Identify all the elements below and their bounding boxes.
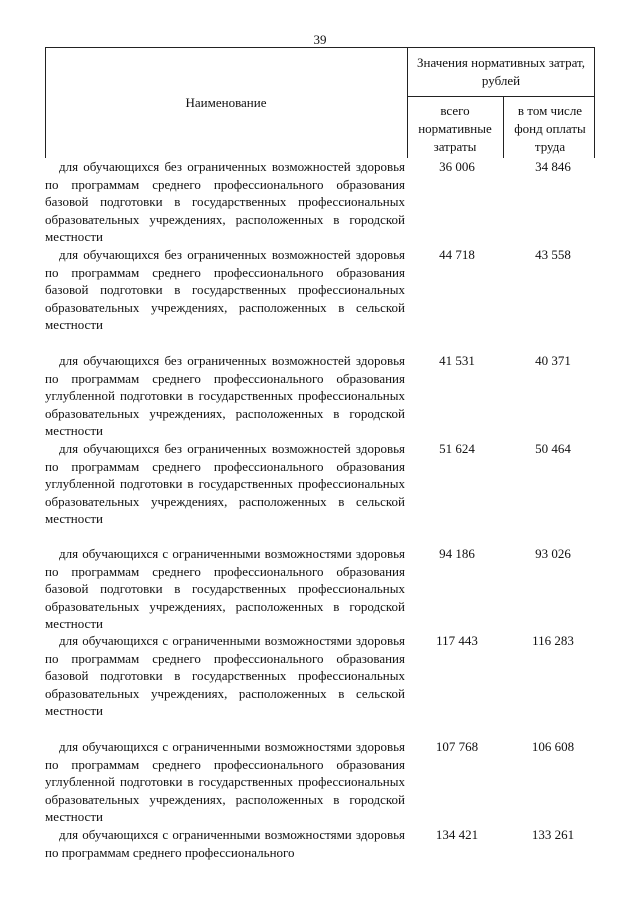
row-description: для обучающихся с ограниченными возможностями здоровья по программам среднего профессионального [45, 827, 405, 860]
row-wage-value: 50 464 [535, 441, 571, 456]
row-description: для обучающихся с ограниченными возможностями здоровья по программам среднего профессионального образования базовой подготовки в государственных профессиональных образовательных учреждениях, расположенных в городской местности [45, 546, 405, 632]
row-wage-value: 116 283 [532, 633, 574, 648]
row-description: для обучающихся без ограниченных возможностей здоровья по программам среднего профессионального образования углубленной подготовки в государственных профессиональных образовательных учреждениях, расположенных в городской местности [45, 353, 405, 439]
row-wage-value: 133 261 [531, 827, 575, 842]
row-total-value: 94 186 [439, 546, 475, 561]
row-total-value: 134 421 [435, 827, 479, 842]
row-total-value: 44 718 [439, 247, 475, 262]
row-wage-value: 34 846 [535, 159, 571, 174]
header-group-line [407, 96, 595, 97]
row-total-value: 51 624 [439, 441, 475, 456]
column-name-header: Наименование [185, 95, 267, 110]
row-total-value: 36 006 [439, 159, 475, 174]
header-subdivider [503, 96, 504, 158]
row-wage-value: 40 371 [535, 353, 571, 368]
table-header [45, 47, 595, 158]
row-description: для обучающихся с ограниченными возможностями здоровья по программам среднего профессионального образования базовой подготовки в государственных профессиональных образовательных учреждениях, расположенных в сельской местности [45, 633, 405, 719]
row-description: для обучающихся без ограниченных возможностей здоровья по программам среднего профессионального образования углубленной подготовки в государственных профессиональных образовательных учреждениях, расположенных в сельской местности [45, 441, 405, 527]
row-description: для обучающихся без ограниченных возможностей здоровья по программам среднего профессионального образования базовой подготовки в государственных профессиональных образовательных учреждениях, расположенных в сельской местности [45, 247, 405, 333]
row-wage-value: 43 558 [535, 247, 571, 262]
row-wage-value: 106 608 [531, 739, 575, 754]
page-number: 39 [313, 32, 327, 47]
values-group-header: Значения нормативных затрат, рублей [416, 55, 586, 88]
row-wage-value: 93 026 [535, 546, 571, 561]
row-total-value: 107 768 [435, 739, 479, 754]
column-total-header: всего нормативные затраты [418, 103, 492, 154]
row-total-value: 41 531 [439, 353, 475, 368]
row-description: для обучающихся с ограниченными возможностями здоровья по программам среднего профессионального образования углубленной подготовки в государственных профессиональных образовательных учреждениях, расположенных в городской местности [45, 739, 405, 825]
column-wage-header: в том числе фонд оплаты труда [514, 103, 586, 154]
row-description: для обучающихся без ограниченных возможностей здоровья по программам среднего профессионального образования базовой подготовки в государственных профессиональных образовательных учреждениях, расположенных в городской местности [45, 159, 405, 245]
row-total-value: 117 443 [436, 633, 478, 648]
